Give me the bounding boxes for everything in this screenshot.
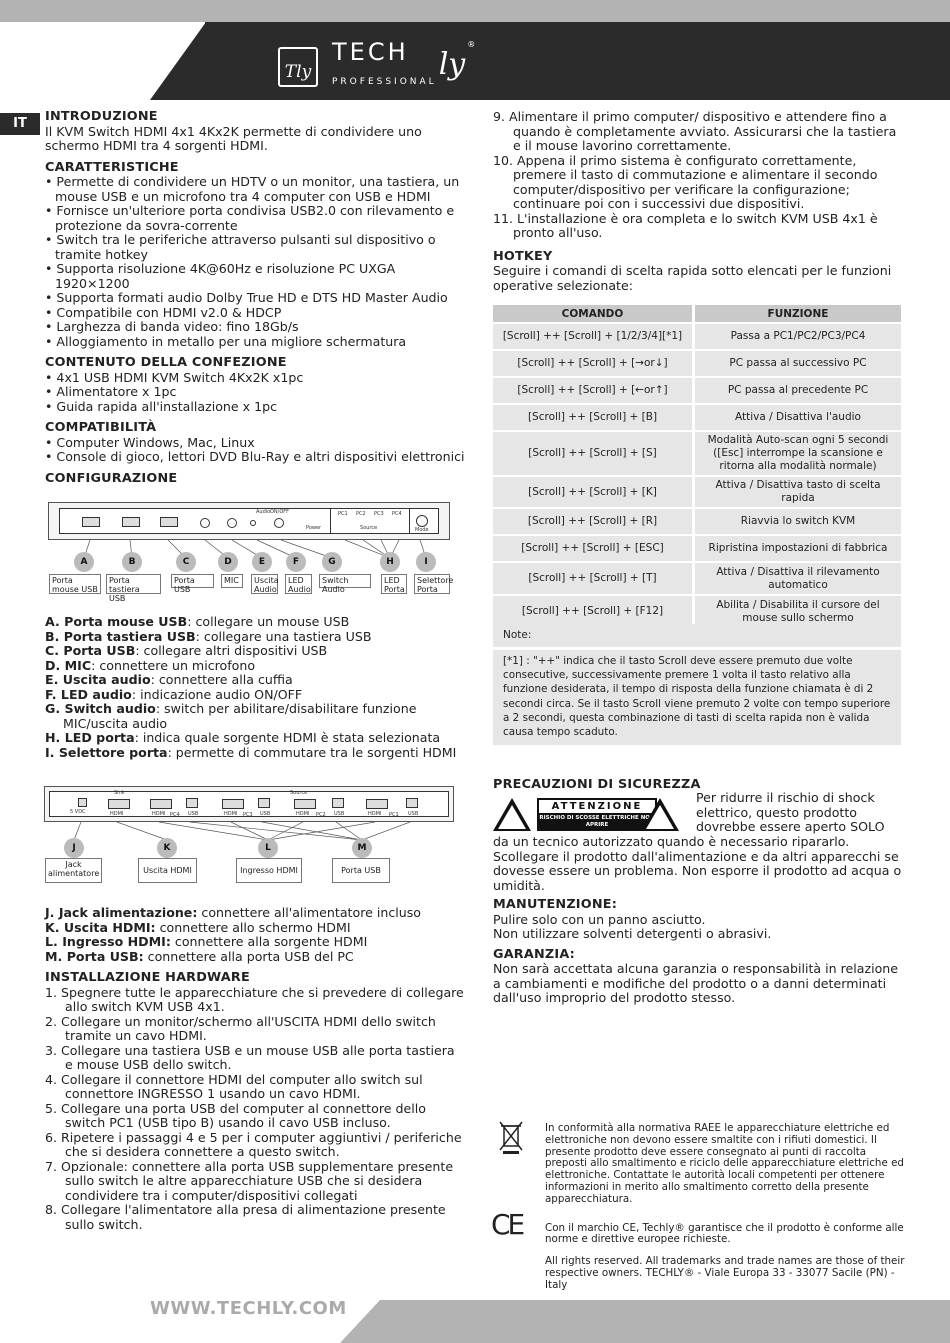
install-step: 2. Collegare un monitor/schermo all'USCITA HDMI dello switch tramite un cavo HDMI.: [45, 1013, 436, 1043]
feature-item: • Alloggiamento in metallo per una migliore schermatura: [45, 333, 407, 349]
usb-port-icon: [160, 517, 178, 527]
attention-subtitle: RISCHIO DI SCOSSE ELETTRICHE NON APRIRE: [539, 815, 655, 828]
feature-item: • Supporta risoluzione 4K@60Hz e risoluzione PC UXGA 1920×1200: [45, 261, 396, 291]
feature-item: • Larghezza di banda video: fino 18Gb/s: [45, 319, 299, 334]
note-text: [*1] : "++" indica che il tasto Scroll deve essere premuto due volte consecutive, successivamente premere 1 volta il tasto relativo alla funzione desiderata, il tempo di risposta della funzione chiamata è di 2 secondi circa. Se il tasto Scroll viene premuto 2 volte con tempo superiore a 2 secondi, questa combinazione di tasti di scelta rapida non è valida causa tempo scaduto.: [493, 650, 901, 745]
warning-graphic: [493, 798, 683, 834]
feature-item: • Switch tra le periferiche attraverso pulsanti sul dispositivo o tramite hotkey: [45, 232, 436, 262]
col-command: COMANDO: [493, 305, 695, 322]
label-hdmi-out: Uscita HDMI: [138, 858, 197, 883]
callout-h: H: [380, 552, 400, 572]
hdmi-in-icon: [294, 799, 316, 809]
package-section: [45, 356, 465, 414]
desc-value: connettere alla porta USB del PC: [143, 948, 354, 964]
desc-item: [45, 731, 465, 746]
desc-value: : collegare una tastiera USB: [195, 628, 372, 644]
desc-item: [45, 950, 465, 965]
cell-command: [Scroll] ++ [Scroll] + [S]: [493, 432, 695, 475]
install-step: 5. Collegare una porta USB del computer al connettore dello switch PC1 (USB tipo B) usando il cavo USB incluso.: [45, 1100, 426, 1130]
hdmi-out-tiny: HDMI: [110, 811, 124, 817]
usb-tiny: USB: [408, 811, 419, 817]
cell-function: Abilita / Disabilita il cursore del mouse sullo schermo: [695, 596, 901, 627]
desc-value: : collegare altri dispositivi USB: [135, 643, 328, 658]
install-step: 1. Spegnere tutte le apparecchiature che si prevedere di collegare allo switch KVM USB 4x1.: [45, 984, 464, 1014]
desc-item: [45, 659, 465, 674]
desc-value: : indicazione audio ON/OFF: [131, 686, 303, 702]
cell-command: [Scroll] ++ [Scroll] + [F12]: [493, 596, 695, 627]
hdmi-tiny: HDMI: [368, 811, 382, 817]
weee-text: In conformità alla normativa RAEE le apparecchiature elettriche ed elettroniche non devono essere smaltite con i rifiuti domestici. Il presente prodotto deve essere consegnato ai punti di raccolta preposti allo smaltimento e riciclo delle apparecchiature elettriche ed elettroniche. Contattate le autorità locali competenti per ottenere informazioni in merito allo smaltimento corretto della presente apparecchiatura.: [545, 1122, 904, 1205]
label-mouse-port: Porta mouse USB: [49, 574, 101, 594]
feature-item: • Compatibile con HDMI v2.0 & HDCP: [45, 304, 282, 320]
label-led-port: LED Porta: [381, 574, 407, 594]
pc-tiny: PC4: [170, 812, 180, 818]
website-link[interactable]: WWW.TECHLY.COM: [150, 1298, 347, 1319]
safety-side-text: Per ridurre il rischio di shock elettrico, questo prodotto dovrebbe essere aperto SOLO: [696, 790, 885, 834]
cell-function: Attiva / Disattiva tasto di scelta rapida: [695, 477, 901, 507]
usb-port-icon: [82, 517, 100, 527]
desc-key: L. Ingresso HDMI:: [45, 934, 171, 949]
logo-wordmark: [332, 40, 437, 94]
feature-item: • Fornisce un'ulteriore porta condivisa USB2.0 con rilevamento e protezione da sovra-corrente: [45, 203, 455, 233]
callout-f: F: [286, 552, 306, 572]
cell-function: PC passa al successivo PC: [695, 351, 901, 376]
pc-tiny: PC2: [316, 812, 326, 818]
table-row: [493, 477, 901, 507]
desc-key: K. Uscita HDMI:: [45, 919, 156, 935]
hdmi-tiny: HDMI: [296, 811, 310, 817]
label-audio-out: Uscita Audio: [251, 574, 278, 594]
hdmi-tiny: HDMI: [152, 811, 166, 817]
maintenance-section: [493, 898, 903, 1006]
dc-tiny: 5 VDC: [70, 809, 86, 815]
label-power-jack: Jack alimentatore: [45, 858, 102, 883]
desc-key: G. Switch audio: [45, 701, 156, 716]
callout-j: J: [64, 838, 84, 858]
mic-jack-icon: [200, 518, 210, 528]
package-item: • Alimentatore x 1pc: [45, 384, 177, 399]
table-row: [493, 509, 901, 534]
desc-item: [45, 935, 465, 950]
config-title: CONFIGURAZIONE: [45, 470, 178, 486]
cell-command: [Scroll] ++ [Scroll] + [1/2/3/4][*1]: [493, 324, 695, 349]
install-title: INSTALLAZIONE HARDWARE: [45, 970, 250, 985]
logo-box: Tly: [278, 47, 318, 87]
safety-title: PRECAUZIONI DI SICUREZZA: [493, 777, 701, 792]
cell-command: [Scroll] ++ [Scroll] + [←or↑]: [493, 378, 695, 403]
onoff-tiny: ON/OFF: [270, 509, 290, 515]
maintenance-line: Pulire solo con un panno asciutto.: [493, 911, 706, 927]
logo-ly: ly: [438, 46, 466, 82]
desc-value: : collegare un mouse USB: [187, 614, 350, 629]
label-mic: MIC: [221, 574, 243, 588]
mode-tiny: Mode: [415, 527, 429, 533]
desc-key: A. Porta mouse USB: [45, 614, 188, 629]
desc-key: I. Selettore porta: [45, 744, 168, 760]
callout-d: D: [218, 552, 238, 572]
desc-item: [45, 644, 465, 659]
col-function: FUNZIONE: [695, 305, 901, 322]
hdmi-tiny: HDMI: [224, 811, 238, 817]
desc-value: : switch per abilitare/disabilitare funzione MIC/uscita audio: [63, 701, 417, 731]
cell-command: [Scroll] ++ [Scroll] + [T]: [493, 563, 695, 594]
features-title: CARATTERISTICHE: [45, 159, 179, 175]
callout-b: B: [122, 552, 142, 572]
logo-text: TECH: [332, 38, 409, 66]
install-cont: [493, 110, 908, 241]
led-icon: [250, 520, 256, 526]
desc-key: B. Porta tastiera USB: [45, 628, 196, 644]
label-switch-audio: Switch Audio: [319, 574, 371, 588]
footer-gray: [380, 1300, 950, 1343]
usb-b-icon: [258, 798, 270, 808]
callout-k: K: [157, 838, 177, 858]
table-row: [493, 351, 901, 376]
desc-key: C. Porta USB: [45, 643, 136, 658]
desc-item: [45, 746, 465, 761]
callout-a: A: [74, 552, 94, 572]
desc-key: J. Jack alimentazione:: [45, 905, 198, 920]
feature-item: • Permette di condividere un HDTV o un monitor, una tastiera, un mouse USB e un microfono tra 4 computer con USB e HDMI: [45, 174, 460, 204]
pc3-tiny: PC3: [374, 511, 384, 517]
desc-value: : permette di commutare tra le sorgenti HDMI: [167, 744, 457, 760]
install-step: 11. L'installazione è ora completa e lo switch KVM USB 4x1 è pronto all'uso.: [493, 210, 878, 240]
table-row: [493, 596, 901, 627]
compat-title: COMPATIBILITÀ: [45, 420, 157, 435]
note-label: Note:: [493, 624, 901, 647]
install-step: 4. Collegare il connettore HDMI del computer allo switch sul connettore INGRESSO 1 usando un cavo HDMI.: [45, 1071, 423, 1101]
front-descriptions: [45, 615, 465, 760]
pc-tiny: PC3: [243, 812, 253, 818]
audio-tiny: Audio: [256, 509, 271, 515]
hdmi-in-icon: [150, 799, 172, 809]
rights-text: All rights reserved. All trademarks and trade names are those of their respective owners. TECHLY® - Viale Europa 33 - 33077 Sacile (PN) - Italy: [545, 1255, 905, 1291]
package-item: • Guida rapida all'installazione x 1pc: [45, 398, 278, 414]
table-row: [493, 563, 901, 594]
hdmi-in-icon: [222, 799, 244, 809]
safety-text: da un tecnico autorizzato quando è necessario ripararlo. Scollegare il prodotto dall'alimentazione e da altri apparecchi se dovesse essere un problema. Non esporre il prodotto ad acqua o umidità.: [493, 834, 902, 893]
feature-item: • Supporta formati audio Dolby True HD e DTS HD Master Audio: [45, 290, 448, 305]
table-row: [493, 378, 901, 403]
callout-e: E: [252, 552, 272, 572]
legal-block: [545, 1123, 905, 1292]
attention-title: ATTENZIONE: [539, 800, 655, 813]
back-panel-diagram: [44, 786, 454, 822]
table-row: [493, 536, 901, 561]
cell-command: [Scroll] ++ [Scroll] + [ESC]: [493, 536, 695, 561]
source-tiny: Source: [360, 525, 378, 531]
label-usb-port: Porta USB: [171, 574, 214, 588]
sink-tiny: Sink: [114, 790, 125, 796]
desc-item: [45, 673, 465, 688]
cell-function: Ripristina impostazioni di fabbrica: [695, 536, 901, 561]
callout-i: I: [416, 552, 436, 572]
front-panel-diagram: [48, 502, 450, 540]
desc-item: [45, 630, 465, 645]
attention-box: [537, 798, 657, 831]
table-row: [493, 405, 901, 430]
cell-function: Riavvia lo switch KVM: [695, 509, 901, 534]
ce-mark-icon: CE: [491, 1208, 523, 1241]
right-column: [493, 110, 908, 293]
label-port-selector: Selettore Porta: [414, 574, 450, 594]
weee-bin-icon: [497, 1120, 525, 1156]
desc-key: M. Porta USB:: [45, 948, 144, 964]
install-step: 9. Alimentare il primo computer/ dispositivo e attendere fino a quando è completamente avviato. Assicurarsi che la tastiera e il mouse lavorino correttamente.: [493, 109, 897, 153]
label-hdmi-in: Ingresso HDMI: [236, 858, 302, 883]
hotkey-title: HOTKEY: [493, 248, 553, 264]
table-row: [493, 432, 901, 475]
intro-section: [45, 110, 465, 154]
pc4-tiny: PC4: [392, 511, 402, 517]
usb-b-icon: [332, 798, 344, 808]
desc-key: F. LED audio: [45, 686, 132, 702]
desc-value: : indica quale sorgente HDMI è stata selezionata: [134, 730, 441, 745]
hotkey-header-row: [493, 305, 901, 322]
language-tab: IT: [0, 113, 40, 135]
left-column: [45, 110, 465, 486]
label-usb-pc: Porta USB: [332, 858, 390, 883]
install-step: 3. Collegare una tastiera USB e un mouse USB alle porta tastiera e mouse USB dello switch.: [45, 1042, 455, 1072]
desc-value: connettere allo schermo HDMI: [155, 919, 351, 935]
intro-text: Il KVM Switch HDMI 4x1 4Kx2K permette di condividere uno schermo HDMI tra 4 sorgenti HDMI.: [45, 123, 422, 153]
hdmi-out-icon: [108, 799, 130, 809]
pc2-tiny: PC2: [356, 511, 366, 517]
desc-item: [45, 921, 465, 936]
intro-title: INTRODUZIONE: [45, 109, 158, 124]
back-descriptions: [45, 906, 465, 1232]
switch-icon: [274, 518, 284, 528]
logo-reg: ®: [467, 40, 476, 49]
usb-port-icon: [122, 517, 140, 527]
cell-function: Modalità Auto-scan ogni 5 secondi ([Esc] interrompe la scansione e ritorna alla modalità normale): [695, 432, 901, 475]
ce-text: Con il marchio CE, Techly® garantisce che il prodotto è conforme alle norme e direttive europee richieste.: [545, 1221, 904, 1246]
usb-tiny: USB: [188, 811, 199, 817]
warranty-text: Non sarà accettata alcuna garanzia o responsabilità in relazione a cambiamenti e modifiche del prodotto o a danni determinati dall'uso improprio del prodotto stesso.: [493, 961, 899, 1005]
desc-value: : connettere alla cuffia: [150, 672, 293, 687]
back-panel: [49, 791, 449, 817]
compat-item: • Console di gioco, lettori DVD Blu-Ray e altri dispositivi elettronici: [45, 449, 465, 464]
features-section: [45, 161, 465, 350]
desc-item: [45, 906, 465, 921]
top-band: [0, 0, 950, 22]
maintenance-line: Non utilizzare solventi detergenti o abrasivi.: [493, 926, 772, 941]
source-tiny: Source: [290, 790, 308, 796]
callout-c: C: [176, 552, 196, 572]
cell-function: Passa a PC1/PC2/PC3/PC4: [695, 324, 901, 349]
compat-item: • Computer Windows, Mac, Linux: [45, 434, 255, 450]
techly-logo: [278, 40, 475, 94]
desc-key: E. Uscita audio: [45, 672, 151, 687]
warranty-title: GARANZIA:: [493, 946, 575, 962]
usb-tiny: USB: [334, 811, 345, 817]
selector-button-icon: [416, 515, 428, 527]
package-item: • 4x1 USB HDMI KVM Switch 4Kx2K x1pc: [45, 369, 304, 385]
cell-function: Attiva / Disattiva il rilevamento automatico: [695, 563, 901, 594]
hotkey-intro: Seguire i comandi di scelta rapida sotto elencati per le funzioni operative selezionate:: [493, 263, 892, 293]
cell-command: [Scroll] ++ [Scroll] + [R]: [493, 509, 695, 534]
pc1-tiny: PC1: [338, 511, 348, 517]
cell-function: PC passa al precedente PC: [695, 378, 901, 403]
desc-item: [45, 615, 465, 630]
desc-value: connettere all'alimentatore incluso: [197, 905, 422, 920]
pc-tiny: PC1: [389, 812, 399, 818]
dc-jack-icon: [78, 798, 87, 807]
cell-command: [Scroll] ++ [Scroll] + [B]: [493, 405, 695, 430]
compat-section: [45, 421, 465, 465]
audio-jack-icon: [227, 518, 237, 528]
label-led-audio: LED Audio: [285, 574, 312, 594]
maintenance-title: MANUTENZIONE:: [493, 897, 618, 912]
usb-tiny: USB: [260, 811, 271, 817]
table-row: [493, 324, 901, 349]
cell-command: [Scroll] ++ [Scroll] + [K]: [493, 477, 695, 507]
usb-b-icon: [406, 798, 418, 808]
back-leader-lines: [44, 822, 454, 842]
front-panel: [59, 508, 439, 534]
shock-warning-icon: [493, 798, 531, 831]
install-step: 10. Appena il primo sistema è configurato correttamente, premere il tasto di commutazione e alimentare il secondo computer/dispositivo per verificare la configurazione; continuare poi con i successivi due dispositivi.: [493, 152, 878, 211]
power-tiny: Power: [306, 525, 322, 531]
usb-b-icon: [186, 798, 198, 808]
package-title: CONTENUTO DELLA CONFEZIONE: [45, 355, 287, 370]
install-step: 8. Collegare l'alimentatore alla presa di alimentazione presente sullo switch.: [45, 1202, 446, 1232]
header-slant: [150, 22, 206, 100]
cell-function: Attiva / Disattiva l'audio: [695, 405, 901, 430]
logo-sub: PROFESSIONAL: [332, 77, 437, 87]
label-keyboard-port: Porta tastiera USB: [106, 574, 161, 594]
desc-value: : connettere un microfono: [91, 657, 256, 673]
callout-m: M: [352, 838, 372, 858]
callout-l: L: [258, 838, 278, 858]
desc-item: [45, 702, 465, 731]
desc-item: [45, 688, 465, 703]
desc-key: D. MIC: [45, 657, 92, 673]
desc-key: H. LED porta: [45, 730, 135, 745]
exclamation-warning-icon: [641, 798, 679, 831]
install-step: 6. Ripetere i passaggi 4 e 5 per i computer aggiuntivi / periferiche che si desidera connettere a questo switch.: [45, 1129, 462, 1159]
callout-g: G: [322, 552, 342, 572]
install-step: 7. Opzionale: connettere alla porta USB supplementare presente sullo switch le altre apparecchiature USB che si desidera condividere tra i computer/dispositivi collegati: [45, 1158, 454, 1203]
hotkey-table: [493, 303, 901, 629]
desc-value: connettere alla sorgente HDMI: [170, 934, 368, 949]
cell-command: [Scroll] ++ [Scroll] + [→or↓]: [493, 351, 695, 376]
hdmi-in-icon: [366, 799, 388, 809]
